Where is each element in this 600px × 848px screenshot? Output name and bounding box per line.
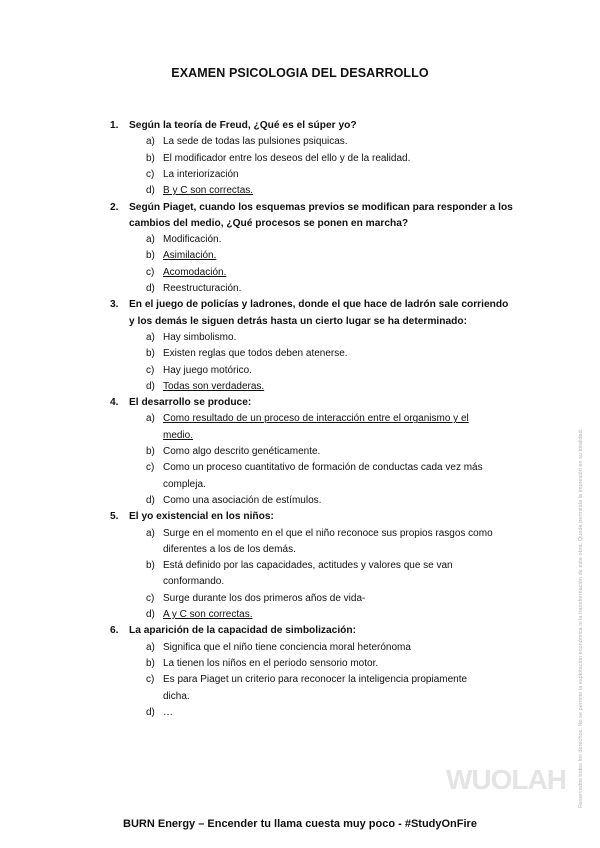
option-letter: d) bbox=[146, 494, 155, 506]
option-text: La interiorización bbox=[163, 168, 239, 180]
footer-banner[interactable]: BURN Energy – Encender tu llama cuesta muy poco - #StudyOnFire bbox=[123, 818, 477, 830]
option-letter: d) bbox=[146, 706, 155, 718]
question-number: 6. bbox=[110, 625, 119, 637]
option-letter: b) bbox=[146, 560, 155, 572]
option-letter: c) bbox=[146, 592, 155, 604]
option-text: Está definido por las capacidades, actitudes y valores que se van bbox=[163, 560, 453, 572]
option-letter: c) bbox=[146, 674, 155, 686]
option-text: diferentes a los de los demás. bbox=[163, 543, 296, 555]
option-text-answer: B y C son correctas. bbox=[163, 185, 254, 197]
question-number: 3. bbox=[110, 299, 119, 311]
option-letter: b) bbox=[146, 446, 155, 457]
option-letter: b) bbox=[146, 348, 155, 360]
option-text-answer: Todas son verdaderas. bbox=[163, 380, 265, 392]
option-letter: d) bbox=[146, 283, 155, 294]
option-text-answer: Acomodación. bbox=[163, 266, 227, 278]
question-text: cambios del medio, ¿Qué procesos se ponen en marcha? bbox=[129, 217, 409, 229]
option-text-answer: Asimilación. bbox=[163, 250, 217, 262]
question-number: 2. bbox=[110, 201, 119, 213]
option-text: Reestructuración. bbox=[163, 283, 242, 294]
option-letter: a) bbox=[146, 331, 155, 343]
option-text: dicha. bbox=[163, 690, 190, 702]
option-letter: a) bbox=[146, 413, 155, 425]
option-text-answer: Como resultado de un proceso de interacción entre el organismo y el bbox=[163, 413, 469, 425]
option-text: … bbox=[163, 706, 173, 718]
watermark-logo: WUOLAH bbox=[446, 764, 566, 795]
exam-title: EXAMEN PSICOLOGIA DEL DESARROLLO bbox=[171, 66, 429, 80]
option-text: Hay juego motórico. bbox=[163, 364, 252, 376]
option-letter: b) bbox=[146, 152, 155, 164]
option-letter: b) bbox=[146, 657, 155, 669]
option-text-answer: A y C son correctas. bbox=[163, 609, 253, 620]
option-text: Hay simbolismo. bbox=[163, 331, 237, 343]
option-text: El modificador entre los deseos del ello y de la realidad. bbox=[163, 152, 411, 164]
question-text: Según Piaget, cuando los esquemas previos se modifican para responder a los bbox=[129, 201, 513, 213]
copyright-side-note: Reservados todos los derechos. No se permite la explotación económica ni la transformación de esta obra. Queda permitida la impresión en su totalidad. bbox=[578, 428, 584, 808]
option-letter: d) bbox=[146, 185, 155, 197]
option-letter: b) bbox=[146, 250, 155, 262]
option-text: Es para Piaget un criterio para reconocer la inteligencia propiamente bbox=[163, 674, 468, 686]
option-text: Surge en el momento en el que el niño reconoce sus propios rasgos como bbox=[163, 527, 493, 539]
option-text: Surge durante los dos primeros años de vida- bbox=[163, 592, 366, 604]
option-letter: d) bbox=[146, 609, 155, 620]
question-number: 4. bbox=[110, 397, 119, 409]
option-letter: c) bbox=[146, 364, 155, 376]
question-text: La aparición de la capacidad de simbolización: bbox=[129, 625, 357, 637]
option-letter: a) bbox=[146, 527, 155, 539]
option-text: Modificación. bbox=[163, 234, 222, 246]
option-text: conformando. bbox=[163, 576, 225, 588]
question-number: 1. bbox=[110, 120, 119, 131]
question-text: En el juego de policías y ladrones, donde el que hace de ladrón sale corriendo bbox=[129, 299, 509, 311]
option-letter: a) bbox=[146, 641, 155, 653]
option-letter: a) bbox=[146, 136, 155, 148]
option-text-answer: medio. bbox=[163, 429, 194, 441]
option-text: Como algo descrito genéticamente. bbox=[163, 446, 321, 457]
option-text: Como una asociación de estímulos. bbox=[163, 494, 322, 506]
question-text: Según la teoría de Freud, ¿Qué es el súper yo? bbox=[129, 120, 357, 131]
option-text: compleja. bbox=[163, 478, 206, 490]
option-text: Significa que el niño tiene conciencia moral heterónoma bbox=[163, 641, 411, 653]
option-letter: c) bbox=[146, 462, 155, 474]
option-letter: d) bbox=[146, 380, 155, 392]
question-text: y los demás le siguen detrás hasta un cierto lugar se ha determinado: bbox=[129, 315, 467, 327]
option-letter: c) bbox=[146, 266, 155, 278]
question-text: El desarrollo se produce: bbox=[129, 397, 252, 409]
option-text: Existen reglas que todos deben atenerse. bbox=[163, 348, 348, 360]
question-number: 5. bbox=[110, 511, 119, 523]
option-letter: c) bbox=[146, 168, 155, 180]
option-text: La tienen los niños en el periodo sensorio motor. bbox=[163, 657, 379, 669]
option-text: Como un proceso cuantitativo de formación de conductas cada vez más bbox=[163, 462, 483, 474]
option-letter: a) bbox=[146, 234, 155, 246]
question-text: El yo existencial en los niños: bbox=[129, 511, 274, 523]
option-text: La sede de todas las pulsiones psiquicas. bbox=[163, 136, 348, 148]
